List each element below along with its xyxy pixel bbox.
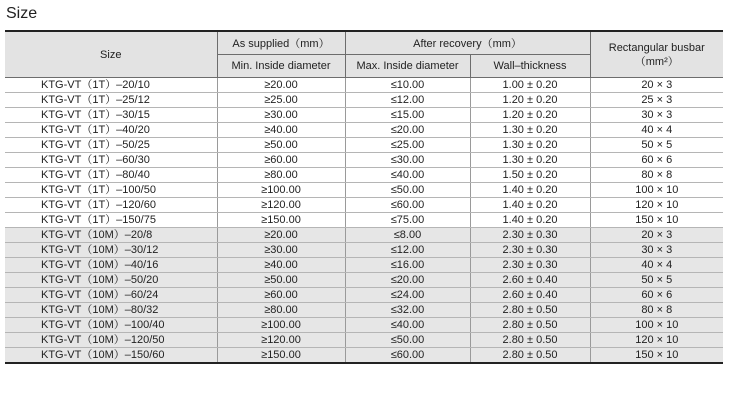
wall-thickness-cell: 1.40 ± 0.20	[470, 198, 590, 213]
size-cell: KTG-VT（1T）–100/50	[5, 183, 217, 198]
busbar-cell: 120 × 10	[590, 198, 723, 213]
table-row	[5, 348, 723, 364]
min-inside-diameter-cell: ≥80.00	[217, 303, 345, 318]
size-cell: KTG-VT（10M）–80/32	[5, 303, 217, 318]
busbar-cell: 30 × 3	[590, 243, 723, 258]
table-row	[5, 213, 723, 228]
wall-thickness-cell: 1.30 ± 0.20	[470, 153, 590, 168]
max-inside-diameter-cell: ≤20.00	[345, 123, 470, 138]
busbar-cell: 50 × 5	[590, 273, 723, 288]
busbar-cell: 150 × 10	[590, 348, 723, 364]
min-inside-diameter-cell: ≥60.00	[217, 153, 345, 168]
wall-thickness-cell: 2.30 ± 0.30	[470, 243, 590, 258]
wall-thickness-cell: 1.20 ± 0.20	[470, 93, 590, 108]
size-cell: KTG-VT（10M）–150/60	[5, 348, 217, 364]
busbar-cell: 60 × 6	[590, 288, 723, 303]
header-size: Size	[5, 31, 217, 78]
header-wall-thickness: Wall–thickness	[470, 55, 590, 78]
max-inside-diameter-cell: ≤15.00	[345, 108, 470, 123]
busbar-cell: 120 × 10	[590, 333, 723, 348]
min-inside-diameter-cell: ≥40.00	[217, 123, 345, 138]
max-inside-diameter-cell: ≤8.00	[345, 228, 470, 243]
wall-thickness-cell: 1.50 ± 0.20	[470, 168, 590, 183]
wall-thickness-cell: 2.60 ± 0.40	[470, 273, 590, 288]
size-cell: KTG-VT（10M）–120/50	[5, 333, 217, 348]
wall-thickness-cell: 2.80 ± 0.50	[470, 333, 590, 348]
section-title: Size	[6, 5, 38, 22]
table-row	[5, 183, 723, 198]
table-row	[5, 168, 723, 183]
header-max-inside-diameter: Max. Inside diameter	[345, 55, 470, 78]
busbar-cell: 80 × 8	[590, 168, 723, 183]
busbar-cell: 50 × 5	[590, 138, 723, 153]
busbar-cell: 100 × 10	[590, 183, 723, 198]
min-inside-diameter-cell: ≥20.00	[217, 228, 345, 243]
table-row	[5, 258, 723, 273]
table-row	[5, 153, 723, 168]
table-row	[5, 123, 723, 138]
table-row	[5, 138, 723, 153]
size-cell: KTG-VT（1T）–120/60	[5, 198, 217, 213]
busbar-cell: 60 × 6	[590, 153, 723, 168]
max-inside-diameter-cell: ≤16.00	[345, 258, 470, 273]
size-table	[5, 30, 723, 364]
min-inside-diameter-cell: ≥20.00	[217, 78, 345, 93]
min-inside-diameter-cell: ≥150.00	[217, 213, 345, 228]
busbar-cell: 100 × 10	[590, 318, 723, 333]
wall-thickness-cell: 1.30 ± 0.20	[470, 123, 590, 138]
max-inside-diameter-cell: ≤32.00	[345, 303, 470, 318]
size-cell: KTG-VT（1T）–25/12	[5, 93, 217, 108]
wall-thickness-cell: 2.80 ± 0.50	[470, 303, 590, 318]
min-inside-diameter-cell: ≥100.00	[217, 318, 345, 333]
busbar-cell: 150 × 10	[590, 213, 723, 228]
min-inside-diameter-cell: ≥30.00	[217, 108, 345, 123]
size-cell: KTG-VT（1T）–20/10	[5, 78, 217, 93]
busbar-cell: 80 × 8	[590, 303, 723, 318]
max-inside-diameter-cell: ≤12.00	[345, 93, 470, 108]
header-after-recovery: After recovery（mm）	[345, 31, 590, 55]
table-row	[5, 93, 723, 108]
max-inside-diameter-cell: ≤60.00	[345, 348, 470, 364]
max-inside-diameter-cell: ≤40.00	[345, 318, 470, 333]
max-inside-diameter-cell: ≤40.00	[345, 168, 470, 183]
max-inside-diameter-cell: ≤10.00	[345, 78, 470, 93]
wall-thickness-cell: 1.20 ± 0.20	[470, 108, 590, 123]
table-row	[5, 288, 723, 303]
busbar-cell: 40 × 4	[590, 123, 723, 138]
size-cell: KTG-VT（10M）–30/12	[5, 243, 217, 258]
max-inside-diameter-cell: ≤60.00	[345, 198, 470, 213]
header-busbar-label: Rectangular busbar	[608, 41, 705, 54]
min-inside-diameter-cell: ≥120.00	[217, 333, 345, 348]
wall-thickness-cell: 2.80 ± 0.50	[470, 318, 590, 333]
size-cell: KTG-VT（1T）–80/40	[5, 168, 217, 183]
size-cell: KTG-VT（1T）–150/75	[5, 213, 217, 228]
max-inside-diameter-cell: ≤50.00	[345, 333, 470, 348]
table-row	[5, 228, 723, 243]
max-inside-diameter-cell: ≤25.00	[345, 138, 470, 153]
table-row	[5, 243, 723, 258]
header-min-inside-diameter: Min. Inside diameter	[217, 55, 345, 78]
wall-thickness-cell: 1.40 ± 0.20	[470, 183, 590, 198]
table-row	[5, 78, 723, 93]
table-row	[5, 108, 723, 123]
min-inside-diameter-cell: ≥40.00	[217, 258, 345, 273]
min-inside-diameter-cell: ≥50.00	[217, 138, 345, 153]
size-cell: KTG-VT（1T）–30/15	[5, 108, 217, 123]
busbar-cell: 20 × 3	[590, 78, 723, 93]
size-cell: KTG-VT（10M）–50/20	[5, 273, 217, 288]
max-inside-diameter-cell: ≤75.00	[345, 213, 470, 228]
size-cell: KTG-VT（10M）–20/8	[5, 228, 217, 243]
min-inside-diameter-cell: ≥60.00	[217, 288, 345, 303]
header-busbar-unit: （mm²）	[634, 55, 679, 68]
size-cell: KTG-VT（1T）–40/20	[5, 123, 217, 138]
wall-thickness-cell: 1.00 ± 0.20	[470, 78, 590, 93]
min-inside-diameter-cell: ≥25.00	[217, 93, 345, 108]
header-rectangular-busbar	[590, 31, 723, 78]
wall-thickness-cell: 1.30 ± 0.20	[470, 138, 590, 153]
min-inside-diameter-cell: ≥30.00	[217, 243, 345, 258]
busbar-cell: 30 × 3	[590, 108, 723, 123]
min-inside-diameter-cell: ≥100.00	[217, 183, 345, 198]
size-cell: KTG-VT（10M）–100/40	[5, 318, 217, 333]
wall-thickness-cell: 1.40 ± 0.20	[470, 213, 590, 228]
busbar-cell: 20 × 3	[590, 228, 723, 243]
min-inside-diameter-cell: ≥120.00	[217, 198, 345, 213]
size-cell: KTG-VT（10M）–60/24	[5, 288, 217, 303]
header-as-supplied: As supplied（mm）	[217, 31, 345, 55]
table-row	[5, 273, 723, 288]
table-header	[5, 31, 723, 78]
table-row	[5, 303, 723, 318]
min-inside-diameter-cell: ≥50.00	[217, 273, 345, 288]
max-inside-diameter-cell: ≤30.00	[345, 153, 470, 168]
min-inside-diameter-cell: ≥150.00	[217, 348, 345, 364]
wall-thickness-cell: 2.30 ± 0.30	[470, 228, 590, 243]
busbar-cell: 25 × 3	[590, 93, 723, 108]
max-inside-diameter-cell: ≤24.00	[345, 288, 470, 303]
table-row	[5, 198, 723, 213]
wall-thickness-cell: 2.60 ± 0.40	[470, 288, 590, 303]
busbar-cell: 40 × 4	[590, 258, 723, 273]
min-inside-diameter-cell: ≥80.00	[217, 168, 345, 183]
wall-thickness-cell: 2.30 ± 0.30	[470, 258, 590, 273]
max-inside-diameter-cell: ≤12.00	[345, 243, 470, 258]
table-row	[5, 318, 723, 333]
size-cell: KTG-VT（1T）–50/25	[5, 138, 217, 153]
max-inside-diameter-cell: ≤20.00	[345, 273, 470, 288]
table-row	[5, 333, 723, 348]
wall-thickness-cell: 2.80 ± 0.50	[470, 348, 590, 364]
size-cell: KTG-VT（10M）–40/16	[5, 258, 217, 273]
table-body	[5, 78, 723, 364]
max-inside-diameter-cell: ≤50.00	[345, 183, 470, 198]
size-cell: KTG-VT（1T）–60/30	[5, 153, 217, 168]
